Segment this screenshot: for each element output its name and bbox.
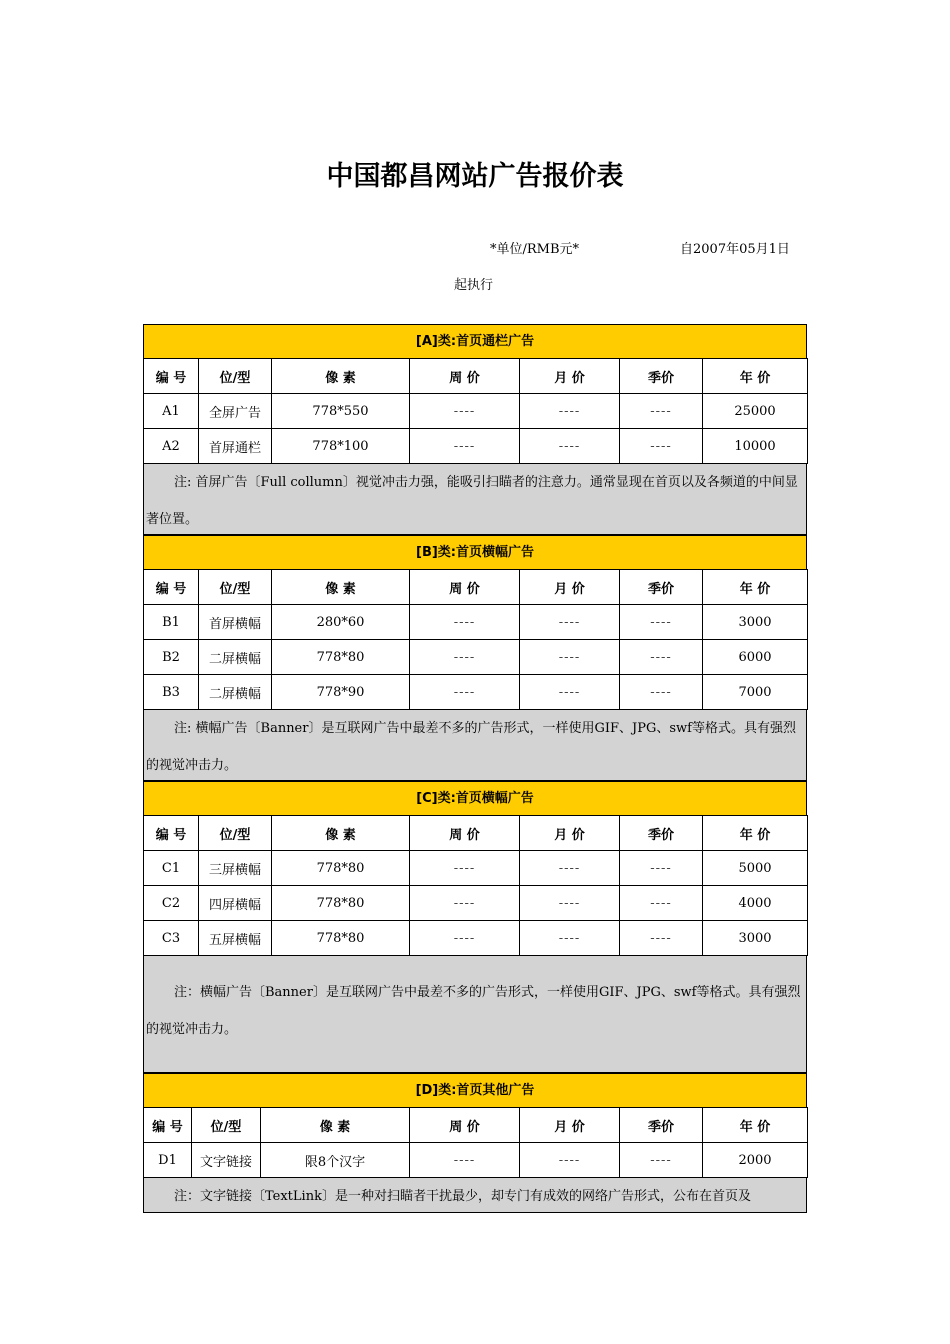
column-header: 编 号 [143,358,199,394]
column-header: 编 号 [143,569,199,605]
table-cell: 778*90 [271,674,410,710]
table-cell: ---- [619,920,703,956]
column-header: 月 价 [519,815,620,851]
table-cell: ---- [409,850,520,886]
table-cell: ---- [619,393,703,429]
table-cell: ---- [519,920,620,956]
table-cell: ---- [619,885,703,921]
table-cell: 限8个汉字 [260,1142,410,1178]
section-note: 注：文字链接〔TextLink〕是一种对扫瞄者干扰最少，却专门有成效的网络广告形式，公布在首页及 [143,1178,807,1213]
table-cell: ---- [619,1142,703,1178]
column-header-row [143,1107,807,1142]
table-row [143,920,807,955]
table-row [143,428,807,463]
table-cell: 三屏横幅 [198,850,272,886]
table-cell: B2 [143,639,199,675]
effective-date: 自2007年05月1日 [680,242,790,257]
table-cell: 25000 [702,393,808,429]
section-header: [A]类:首页通栏广告 [143,324,807,359]
table-cell: 778*80 [271,885,410,921]
column-header-row [143,815,807,850]
column-header: 像 素 [271,815,410,851]
column-header: 月 价 [519,358,620,394]
column-header: 周 价 [409,358,520,394]
column-header: 位/型 [198,358,272,394]
table-cell: C3 [143,920,199,956]
table-cell: A1 [143,393,199,429]
table-cell: ---- [619,850,703,886]
table-row [143,604,807,639]
column-header: 位/型 [191,1107,261,1143]
table-cell: ---- [409,1142,520,1178]
column-header: 季价 [619,815,703,851]
column-header: 年 价 [702,1107,808,1143]
table-cell: 五屏横幅 [198,920,272,956]
table-cell: ---- [519,604,620,640]
section-note: 注: 横幅广告〔Banner〕是互联网广告中最差不多的广告形式，一样使用GIF、JPG、swf等格式。具有强烈的视觉冲击力。 [143,710,807,781]
table-cell: 3000 [702,920,808,956]
table-cell: ---- [519,1142,620,1178]
section-note: 注：横幅广告〔Banner〕是互联网广告中最差不多的广告形式，一样使用GIF、JPG、swf等格式。具有强烈的视觉冲击力。 [143,956,807,1073]
column-header: 月 价 [519,1107,620,1143]
table-cell: 2000 [702,1142,808,1178]
column-header: 位/型 [198,815,272,851]
table-row [143,850,807,885]
table-cell: 778*80 [271,920,410,956]
column-header: 季价 [619,569,703,605]
column-header: 像 素 [260,1107,410,1143]
table-cell: ---- [409,885,520,921]
section-header: [D]类:首页其他广告 [143,1073,807,1108]
table-cell: 二屏横幅 [198,639,272,675]
table-cell: ---- [409,920,520,956]
table-cell: 7000 [702,674,808,710]
column-header: 编 号 [143,1107,192,1143]
column-header: 周 价 [409,1107,520,1143]
section-header: [B]类:首页横幅广告 [143,535,807,570]
table-cell: 首屏横幅 [198,604,272,640]
table-cell: C2 [143,885,199,921]
table-cell: ---- [409,393,520,429]
column-header: 周 价 [409,815,520,851]
column-header: 季价 [619,1107,703,1143]
column-header: 位/型 [198,569,272,605]
column-header: 年 价 [702,569,808,605]
table-cell: 二屏横幅 [198,674,272,710]
column-header: 像 素 [271,569,410,605]
column-header: 季价 [619,358,703,394]
table-cell: 4000 [702,885,808,921]
column-header-row [143,569,807,604]
table-cell: B1 [143,604,199,640]
table-cell: ---- [409,604,520,640]
effective-date-continued: 起执行 [454,278,494,293]
table-cell: 280*60 [271,604,410,640]
table-row [143,674,807,709]
section-header: [C]类:首页横幅广告 [143,781,807,816]
table-cell: ---- [409,639,520,675]
table-cell: ---- [619,639,703,675]
table-cell: 778*100 [271,428,410,464]
table-cell: 6000 [702,639,808,675]
table-cell: ---- [619,674,703,710]
table-cell: 四屏横幅 [198,885,272,921]
table-cell: ---- [619,604,703,640]
currency-unit: *单位/RMB元* [490,242,580,257]
table-row [143,885,807,920]
table-cell: B3 [143,674,199,710]
table-cell: D1 [143,1142,192,1178]
table-cell: ---- [519,674,620,710]
table-cell: ---- [519,428,620,464]
column-header: 周 价 [409,569,520,605]
table-cell: 3000 [702,604,808,640]
table-cell: ---- [409,428,520,464]
table-cell: 778*550 [271,393,410,429]
column-header: 像 素 [271,358,410,394]
table-cell: 全屏广告 [198,393,272,429]
table-cell: ---- [519,393,620,429]
column-header-row [143,358,807,393]
column-header: 月 价 [519,569,620,605]
table-row [143,1142,807,1177]
table-cell: A2 [143,428,199,464]
table-cell: 10000 [702,428,808,464]
table-cell: 文字链接 [191,1142,261,1178]
table-cell: C1 [143,850,199,886]
table-cell: 778*80 [271,639,410,675]
table-cell: 5000 [702,850,808,886]
section-note: 注: 首屏广告〔Full collumn〕视觉冲击力强，能吸引扫瞄者的注意力。通常显现在首页以及各频道的中间显著位置。 [143,464,807,535]
table-row [143,393,807,428]
table-cell: 778*80 [271,850,410,886]
table-row [143,639,807,674]
page-title: 中国都昌网站广告报价表 [326,161,624,192]
column-header: 年 价 [702,358,808,394]
column-header: 年 价 [702,815,808,851]
table-cell: ---- [519,639,620,675]
table-cell: 首屏通栏 [198,428,272,464]
table-cell: ---- [409,674,520,710]
column-header: 编 号 [143,815,199,851]
table-cell: ---- [619,428,703,464]
table-cell: ---- [519,885,620,921]
table-cell: ---- [519,850,620,886]
